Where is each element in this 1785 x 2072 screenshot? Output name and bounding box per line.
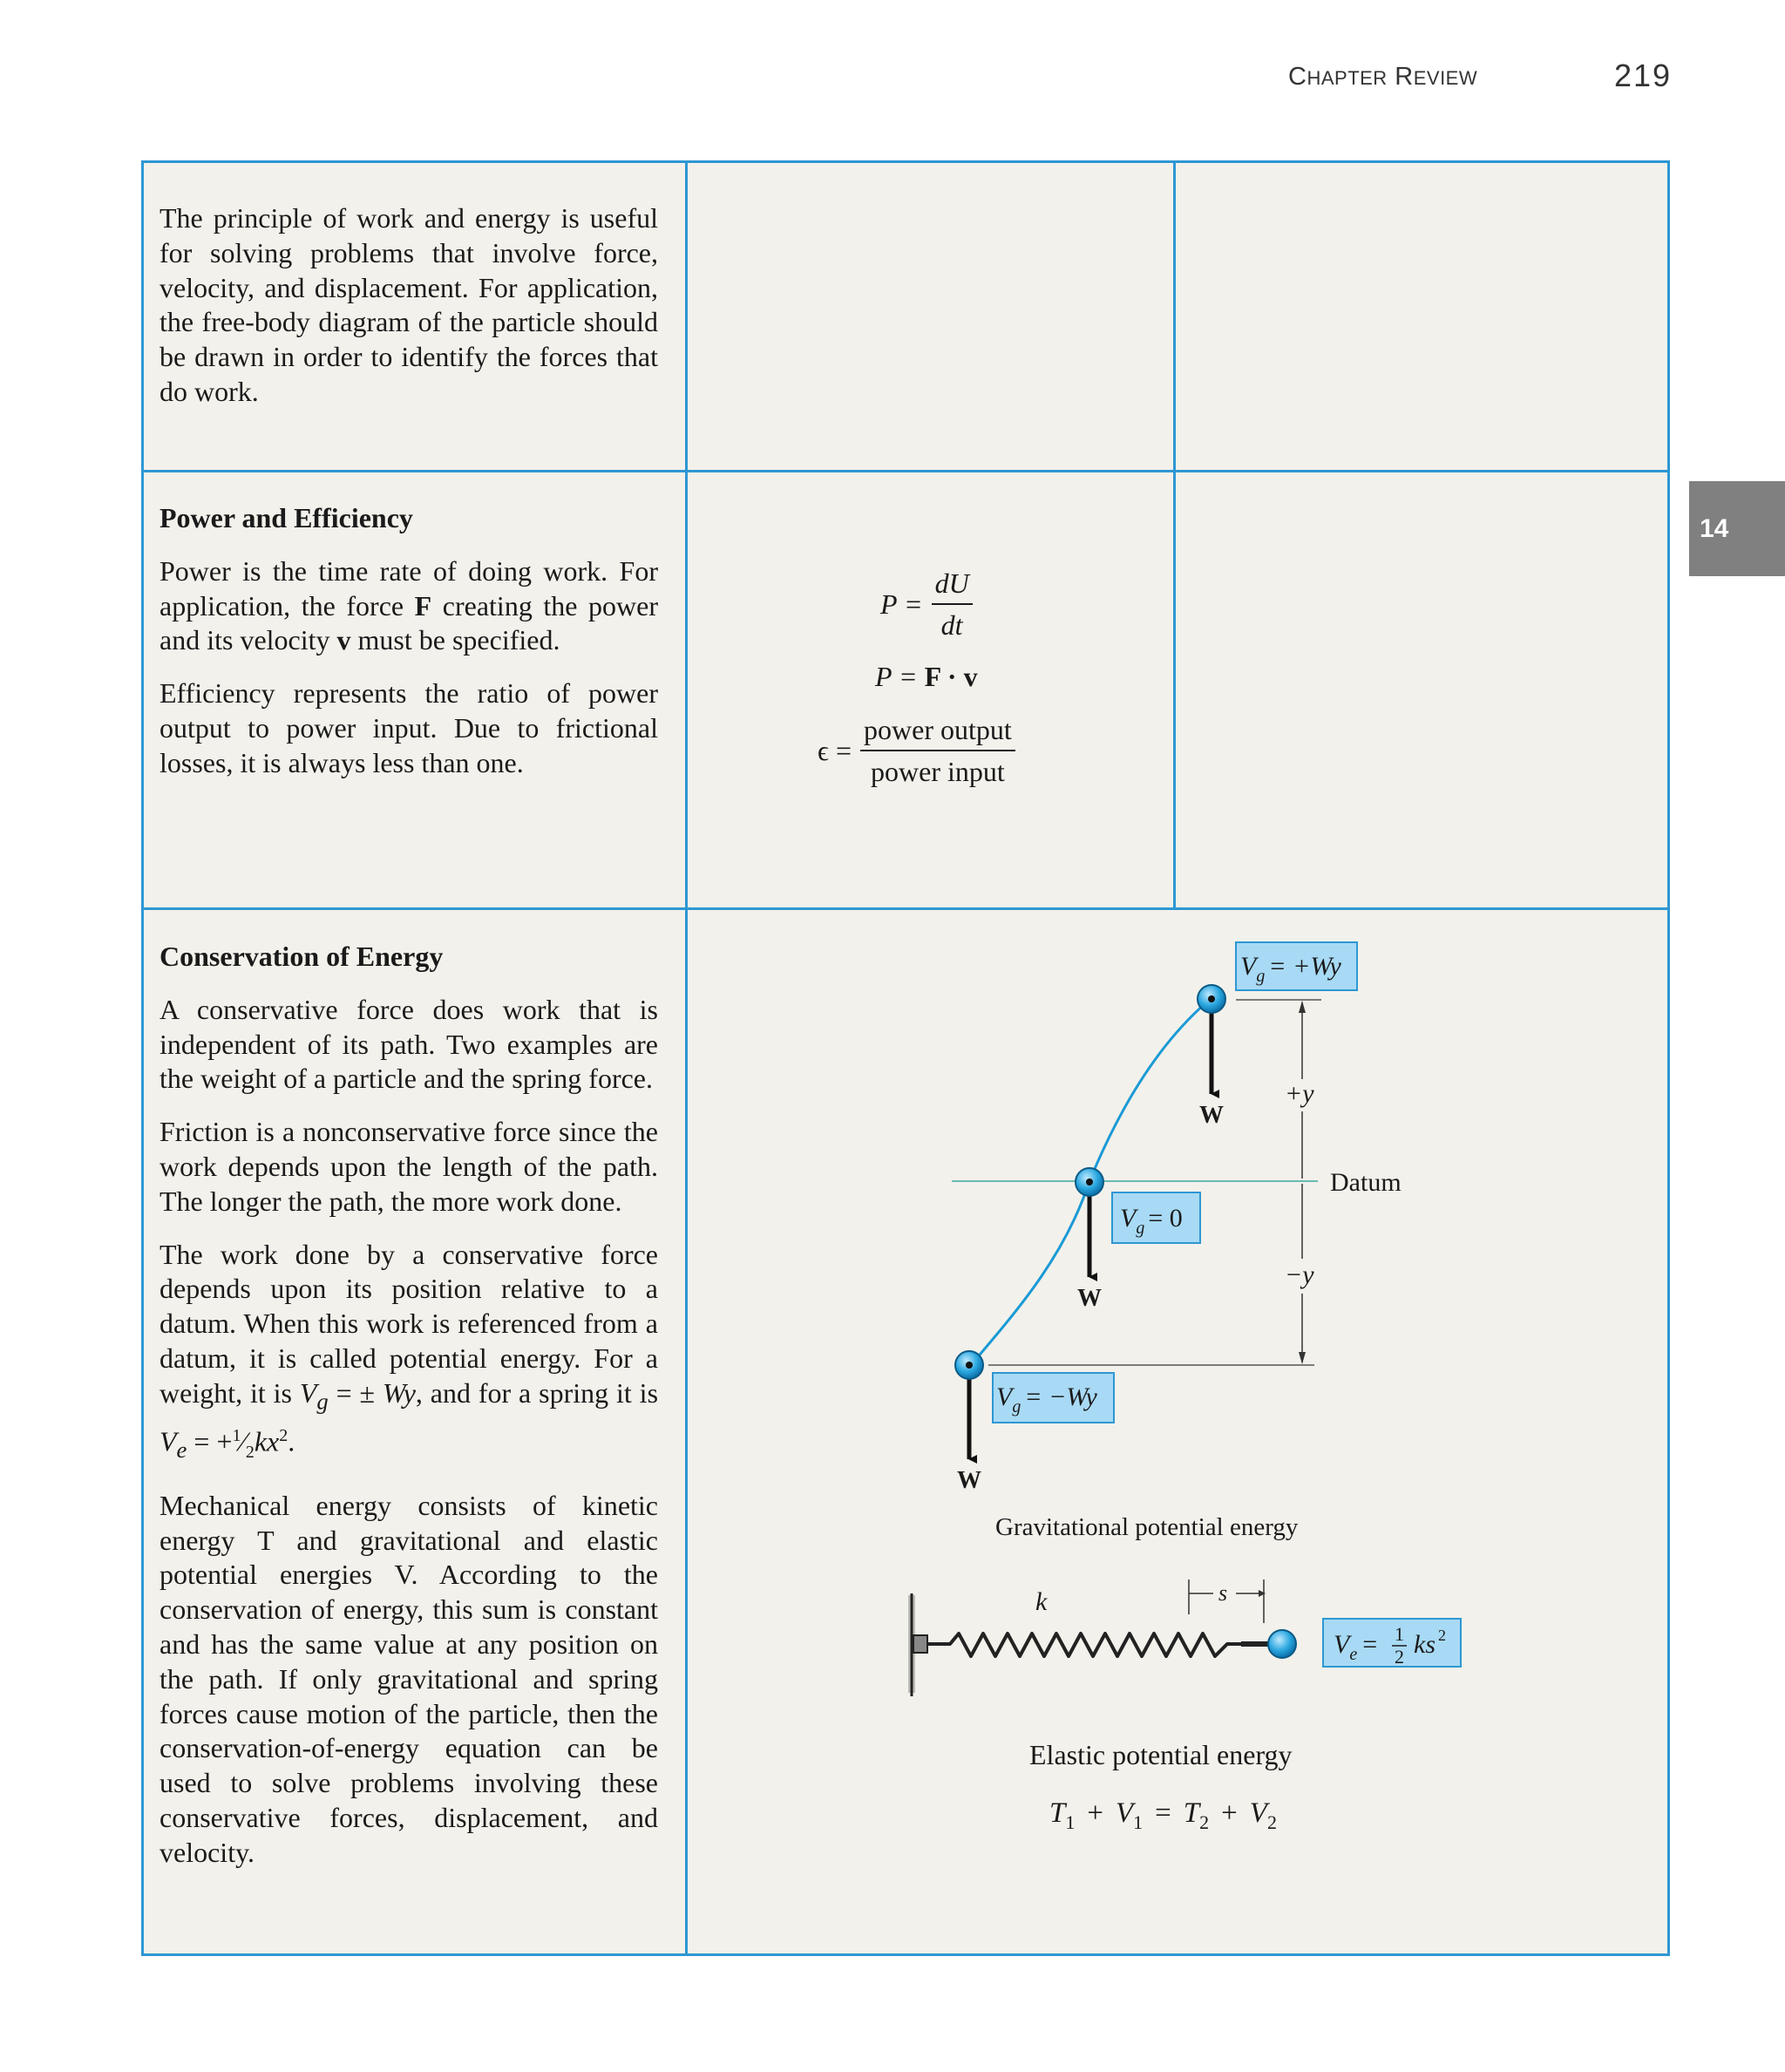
power-paragraph: Power is the time rate of doing work. For application, the force F creating the power and its velocity v must be specified.: [159, 554, 659, 656]
vg-bottom-label: $V_g = -Wy$: [996, 1382, 1097, 1416]
particle-mid-center: [1086, 1179, 1093, 1185]
k-label: k: [1035, 1587, 1048, 1616]
ve-frac-num: 1: [1395, 1623, 1404, 1645]
weight-label-top: W: [1199, 1102, 1224, 1129]
page-number: 219: [1614, 58, 1673, 93]
s-label: s: [1218, 1580, 1228, 1606]
section-title: Power and Efficiency: [159, 502, 413, 533]
plus-y-label: +y: [1285, 1079, 1314, 1108]
spring-diagram: [908, 1579, 1461, 1833]
intro-text: The principle of work and energy is useful for solving problems that involve force, velocity, and displacement. For application, the free-body diagram of the particle should be drawn in order to identify the forces that do work.: [159, 202, 658, 407]
ve-frac-den: 2: [1395, 1646, 1404, 1668]
conservative-force-paragraph: A conservative force does work that is independent of its path. Two examples are the weight of a particle and the spring force.: [159, 993, 658, 1095]
elastic-caption: Elastic potential energy: [1029, 1739, 1293, 1770]
particle-bottom-center: [966, 1362, 973, 1369]
efficiency-paragraph: Efficiency represents the ratio of power output to power input. Due to frictional losses, it is always less than one.: [159, 677, 658, 778]
datum-label: Datum: [1330, 1168, 1402, 1197]
spring-coil: [927, 1634, 1241, 1656]
section-title: Conservation of Energy: [159, 941, 444, 972]
gravity-caption: Gravitational potential energy: [995, 1513, 1299, 1541]
ve-label: $V_e$ =: [1334, 1630, 1378, 1664]
chapter-tab: 14: [1689, 481, 1785, 576]
minus-y-arrowhead: [1299, 1352, 1306, 1364]
plus-y-arrowhead: [1299, 1001, 1306, 1013]
gravity-diagram: [952, 942, 1402, 1541]
vg-mid-label: $V_g = 0$: [1120, 1204, 1183, 1238]
friction-paragraph: Friction is a nonconservative force since the work depends upon the length of the path. The longer the path, the more work done.: [159, 1116, 658, 1217]
mechanical-energy-paragraph: Mechanical energy consists of kinetic energy T and gravitational and elastic potential energies V. According to the conservation of energy, this sum is constant and has the same value at any position on the path. If only gravitational and spring forces cause motion of the particle, then the conservation-of-energy equation can be used to solve problems involving these conservative forces, displacement, and velocity.: [159, 1489, 658, 1868]
vg-top-label: $V_g = +Wy$: [1240, 952, 1341, 986]
weight-label-mid: W: [1077, 1285, 1102, 1312]
weight-label-bottom: W: [957, 1467, 981, 1494]
ve-ks: ks: [1414, 1630, 1435, 1659]
efficiency-equation: ϵ = $\frac{\text{power output}}{\text{power input}}$: [818, 713, 1015, 788]
particle-top-center: [1208, 995, 1215, 1002]
spring-mass: [1268, 1630, 1296, 1658]
conservation-equation: $T_1 + V_1 = T_2 + V_2$: [1049, 1797, 1277, 1833]
power-equation-dot: P = F · v: [875, 661, 978, 692]
ve-ks-square: 2: [1438, 1627, 1446, 1644]
minus-y-label: −y: [1285, 1260, 1314, 1289]
power-equation-derivative: P = $\frac{dU}{dt}$: [880, 567, 973, 642]
wall-bracket: [913, 1635, 927, 1653]
potential-energy-paragraph: The work done by a conservative force depends upon its position relative to a datum. When this work is referenced from a datum, it is called potential energy. For a weight, it is $V_g$ = ± Wy, and for a spring it is $V_e$ = $+^1⁄_2kx^2$.: [159, 1238, 659, 1463]
running-header: CHAPTER REVIEW: [1288, 63, 1478, 91]
